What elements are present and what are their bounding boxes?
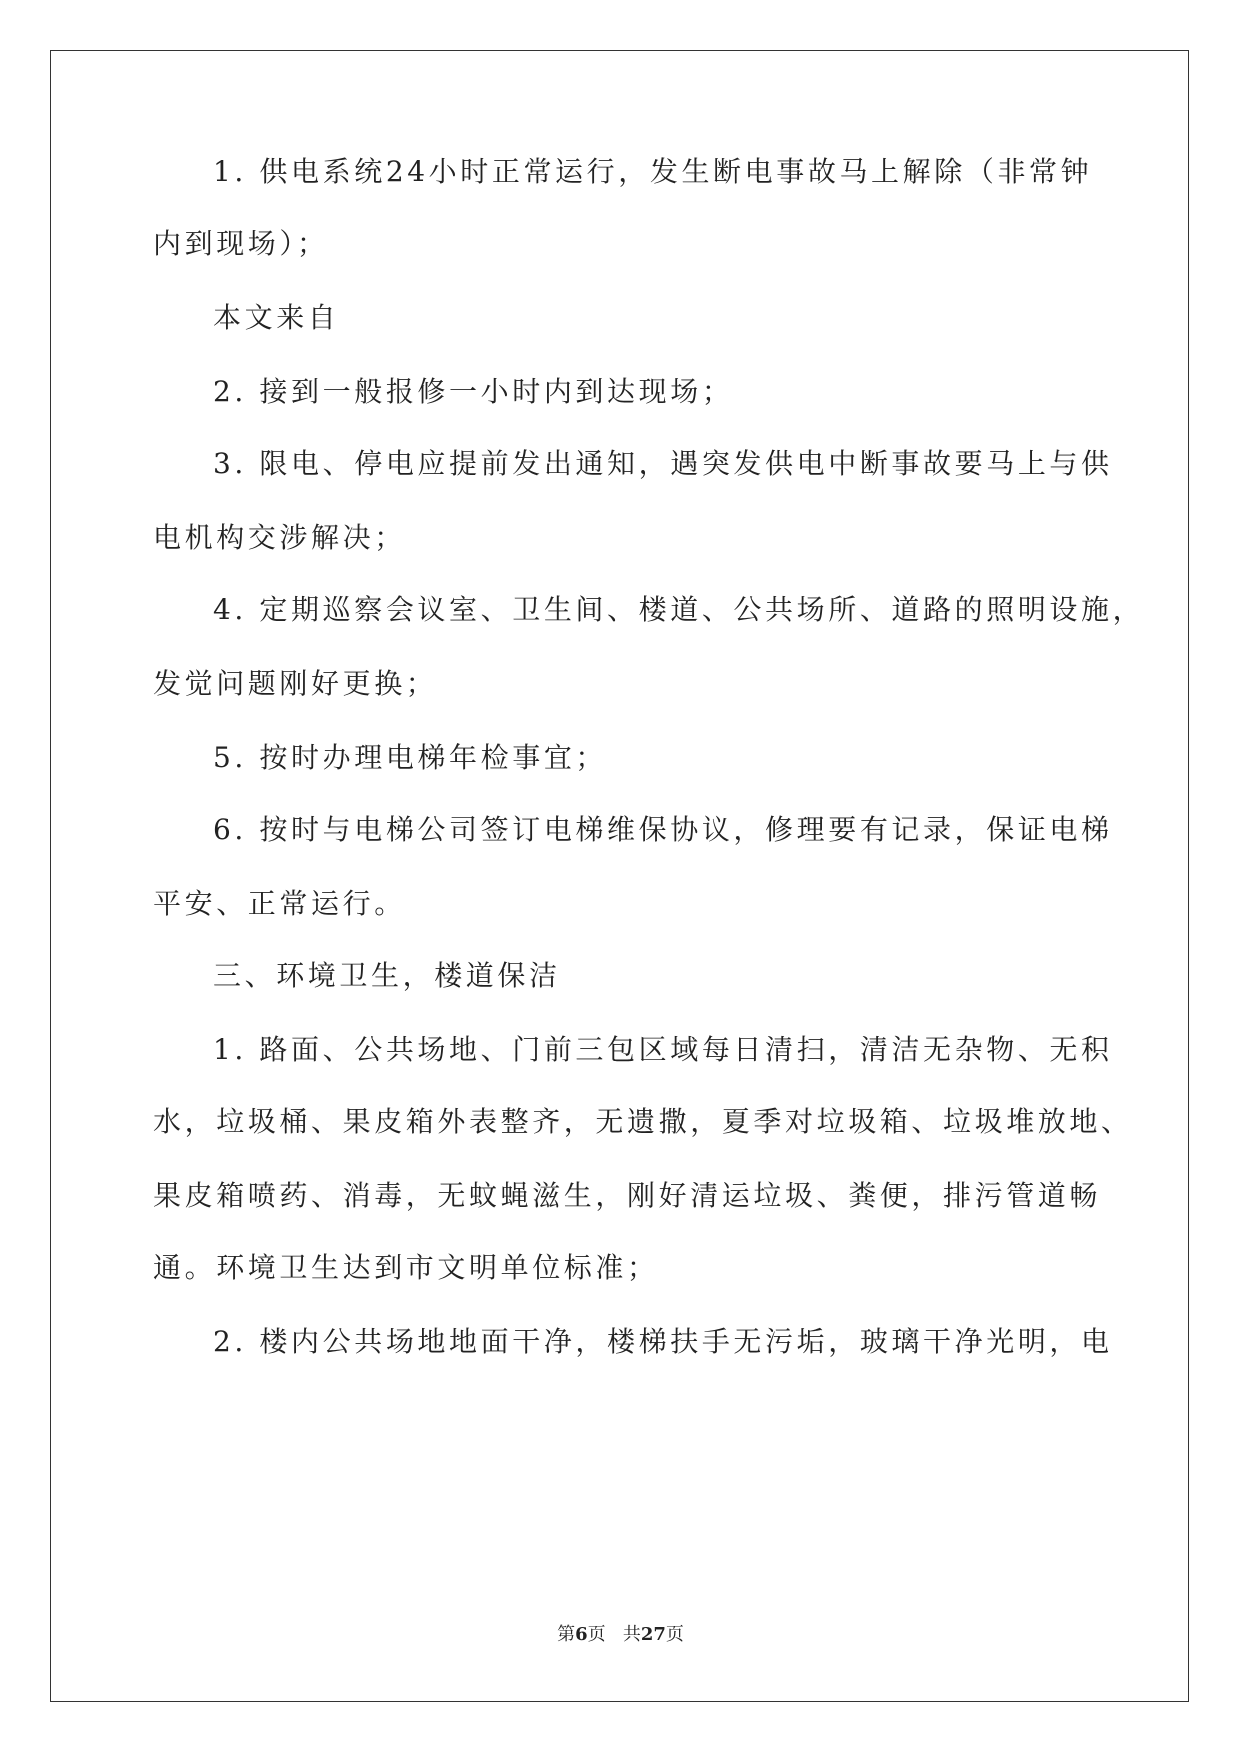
paragraph-line: 通。环境卫生达到市文明单位标准； xyxy=(153,1251,659,1284)
paragraph-line: 2. 楼内公共场地地面干净，楼梯扶手无污垢，玻璃干净光明，电 xyxy=(213,1325,1113,1358)
paragraph-line: 1. 路面、公共场地、门前三包区域每日清扫，清洁无杂物、无积 xyxy=(213,1033,1113,1066)
section-heading: 三、环境卫生，楼道保洁 xyxy=(213,959,561,992)
footer-total-suffix: 页 xyxy=(665,1624,684,1645)
paragraph-line: 4. 定期巡察会议室、卫生间、楼道、公共场所、道路的照明设施， xyxy=(213,593,1145,626)
paragraph-line: 果皮箱喷药、消毒，无蚊蝇滋生，刚好清运垃圾、粪便，排污管道畅 xyxy=(153,1179,1102,1212)
paragraph-line: 平安、正常运行。 xyxy=(153,887,406,920)
total-pages-number: 27 xyxy=(640,1624,666,1645)
page-footer xyxy=(0,1620,1241,1646)
paragraph-line: 2. 接到一般报修一小时内到达现场； xyxy=(213,375,734,408)
paragraph-line: 本文来自 xyxy=(213,301,340,334)
paragraph-line: 发觉问题刚好更换； xyxy=(153,667,438,700)
paragraph-line: 3. 限电、停电应提前发出通知，遇突发供电中断事故要马上与供 xyxy=(213,447,1113,480)
footer-prefix: 第 xyxy=(557,1624,576,1645)
footer-total-prefix: 共 xyxy=(622,1624,641,1645)
footer-page-word: 页 xyxy=(587,1624,606,1645)
paragraph-line: 电机构交涉解决； xyxy=(153,521,406,554)
paragraph-line: 水，垃圾桶、果皮箱外表整齐，无遗撒，夏季对垃圾箱、垃圾堆放地、 xyxy=(153,1105,1133,1138)
paragraph-line: 1. 供电系统24小时正常运行，发生断电事故马上解除（非常钟 xyxy=(213,155,1093,188)
paragraph-line: 6. 按时与电梯公司签订电梯维保协议，修理要有记录，保证电梯 xyxy=(213,813,1113,846)
paragraph-line: 5. 按时办理电梯年检事宜； xyxy=(213,741,608,774)
paragraph-line: 内到现场）； xyxy=(153,227,329,260)
current-page-number: 6 xyxy=(575,1624,588,1645)
